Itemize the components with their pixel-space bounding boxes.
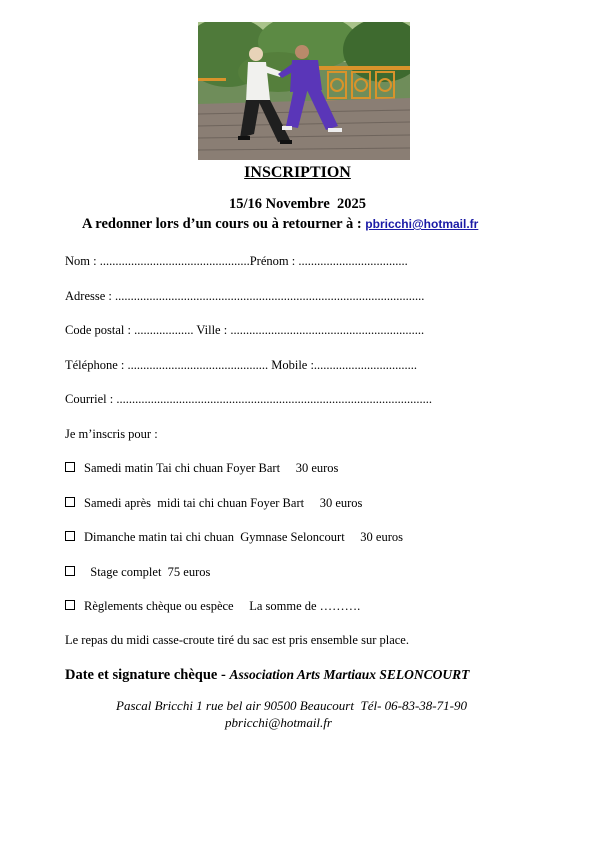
option-label: Dimanche matin tai chi chuan Gymnase Seloncourt 30 euros bbox=[84, 530, 404, 544]
checkbox-icon[interactable] bbox=[65, 497, 75, 507]
register-label: Je m’inscris pour : bbox=[65, 427, 158, 441]
option-label: Samedi matin Tai chi chuan Foyer Bart 30 euros bbox=[84, 461, 339, 475]
option-saturday-morning[interactable] bbox=[65, 461, 338, 476]
checkbox-icon[interactable] bbox=[65, 566, 75, 576]
checkbox-icon[interactable] bbox=[65, 462, 75, 472]
return-instruction bbox=[82, 216, 478, 233]
option-saturday-afternoon[interactable] bbox=[65, 496, 362, 511]
signature-label: Date et signature chèque - bbox=[65, 667, 230, 683]
footer-address: Pascal Bricchi 1 rue bel air 90500 Beaucourt Tél- 06-83-38-71-90 bbox=[116, 698, 467, 713]
signature-line bbox=[65, 667, 469, 684]
contact-email-link[interactable]: pbricchi@hotmail.fr bbox=[365, 217, 479, 231]
option-full-course[interactable] bbox=[65, 565, 210, 580]
page-title: INSCRIPTION bbox=[244, 164, 351, 181]
option-label: Règlements chèque ou espèce La somme de ………. bbox=[84, 599, 361, 613]
footer-email: pbricchi@hotmail.fr bbox=[225, 715, 332, 730]
postal-code-field[interactable]: Code postal : ................... Ville : .............................................................. bbox=[65, 323, 425, 337]
phone-field[interactable]: Téléphone : ............................................. Mobile :................................. bbox=[65, 358, 418, 372]
address-field[interactable]: Adresse : ................................................................................................... bbox=[65, 289, 425, 303]
email-field[interactable]: Courriel : ..................................................................................................... bbox=[65, 392, 433, 406]
lunch-note: Le repas du midi casse-croute tiré du sac est pris ensemble sur place. bbox=[65, 633, 409, 647]
return-instruction-text: A redonner lors d’un cours ou à retourner à : bbox=[82, 216, 366, 232]
event-dates: 15/16 Novembre 2025 bbox=[228, 196, 367, 212]
tai-chi-photo bbox=[198, 22, 410, 160]
option-sunday-morning[interactable] bbox=[65, 530, 403, 545]
option-label: Stage complet 75 euros bbox=[84, 565, 211, 579]
name-field[interactable]: Nom : ................................................Prénom : ................................... bbox=[65, 254, 408, 268]
option-payment[interactable] bbox=[65, 599, 360, 614]
association-name: Association Arts Martiaux SELONCOURT bbox=[229, 667, 470, 682]
checkbox-icon[interactable] bbox=[65, 531, 75, 541]
option-label: Samedi après midi tai chi chuan Foyer Bart 30 euros bbox=[84, 496, 363, 510]
checkbox-icon[interactable] bbox=[65, 600, 75, 610]
